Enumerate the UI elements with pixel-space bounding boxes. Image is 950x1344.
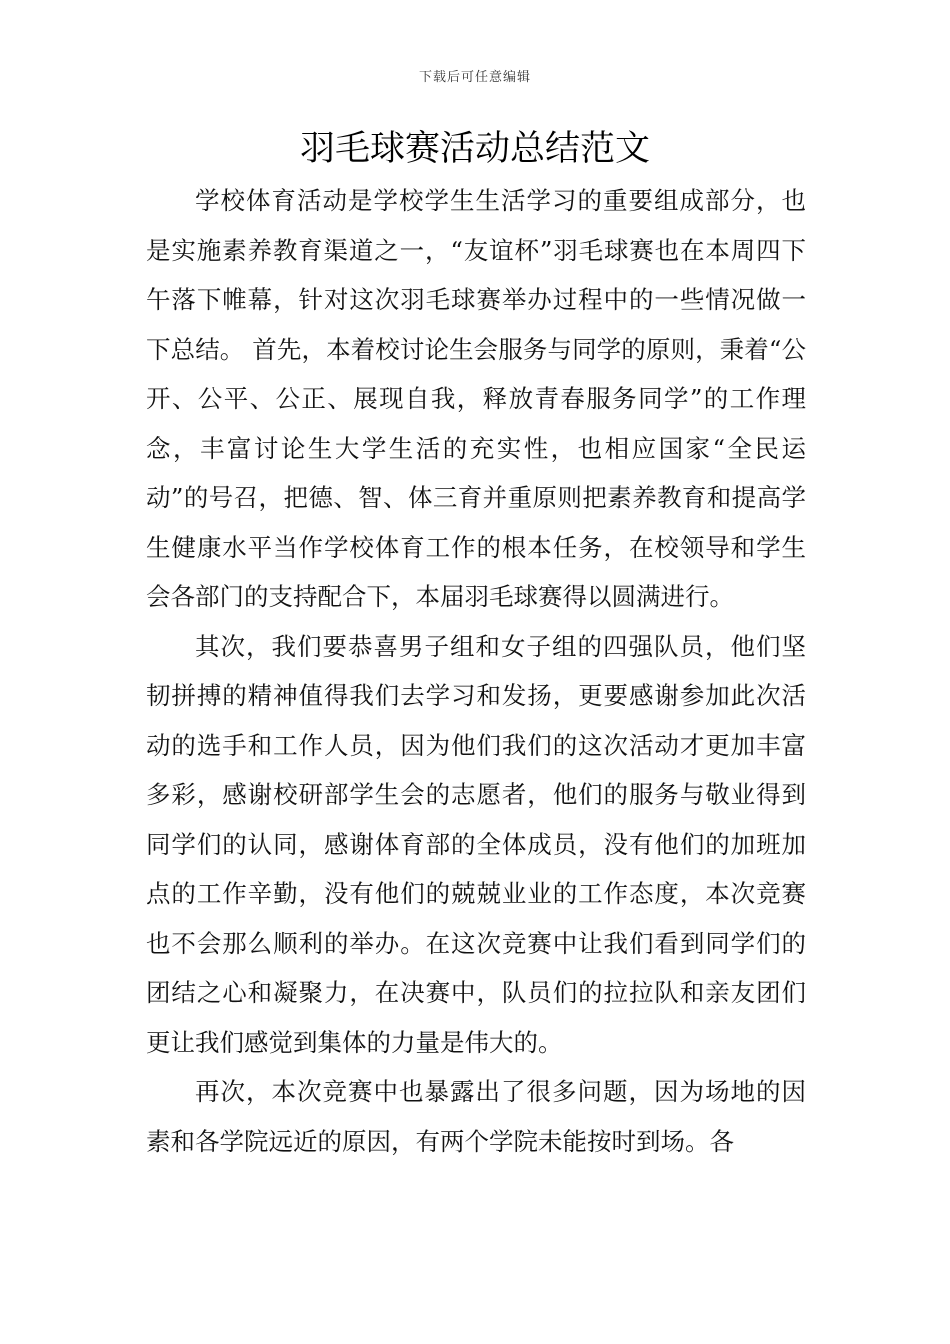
document-title: 羽毛球赛活动总结范文 (299, 129, 650, 169)
paragraph-3: 再次，本次竞赛中也暴露出了很多问题，因为场地的因素和各学院远近的原因，有两个学院未能按时到场。各 (146, 1077, 806, 1156)
header-note: 下载后可任意编辑 (418, 70, 531, 85)
document-body (146, 176, 806, 1166)
paragraph-1: 学校体育活动是学校学生生活学习的重要组成部分，也是实施素养教育渠道之一，“友谊杯”羽毛球赛也在本周四下午落下帷幕，针对这次羽毛球赛举办过程中的一些情况做一下总结。 首先，本着校讨论生会服务与同学的原则，秉着“公开、公平、公正、展现自我，释放青春服务同学”的工作理念，丰富讨论生大学生活的充实性，也相应国家“全民运动”的号召，把德、智、体三育并重原则把素养教育和提高学生健康水平当作学校体育工作的根本任务，在校领导和学生会各部门的支持配合下，本届羽毛球赛得以圆满进行。 (146, 186, 806, 611)
paragraph-2: 其次，我们要恭喜男子组和女子组的四强队员，他们坚韧拼搏的精神值得我们去学习和发扬，更要感谢参加此次活动的选手和工作人员，因为他们我们的这次活动才更加丰富多彩，感谢校研部学生会的志愿者，他们的服务与敬业得到同学们的认同，感谢体育部的全体成员，没有他们的加班加点的工作辛勤，没有他们的兢兢业业的工作态度，本次竞赛也不会那么顺利的举办。在这次竞赛中让我们看到同学们的团结之心和凝聚力，在决赛中，队员们的拉拉队和亲友团们更让我们感觉到集体的力量是伟大的。 (146, 631, 806, 1057)
